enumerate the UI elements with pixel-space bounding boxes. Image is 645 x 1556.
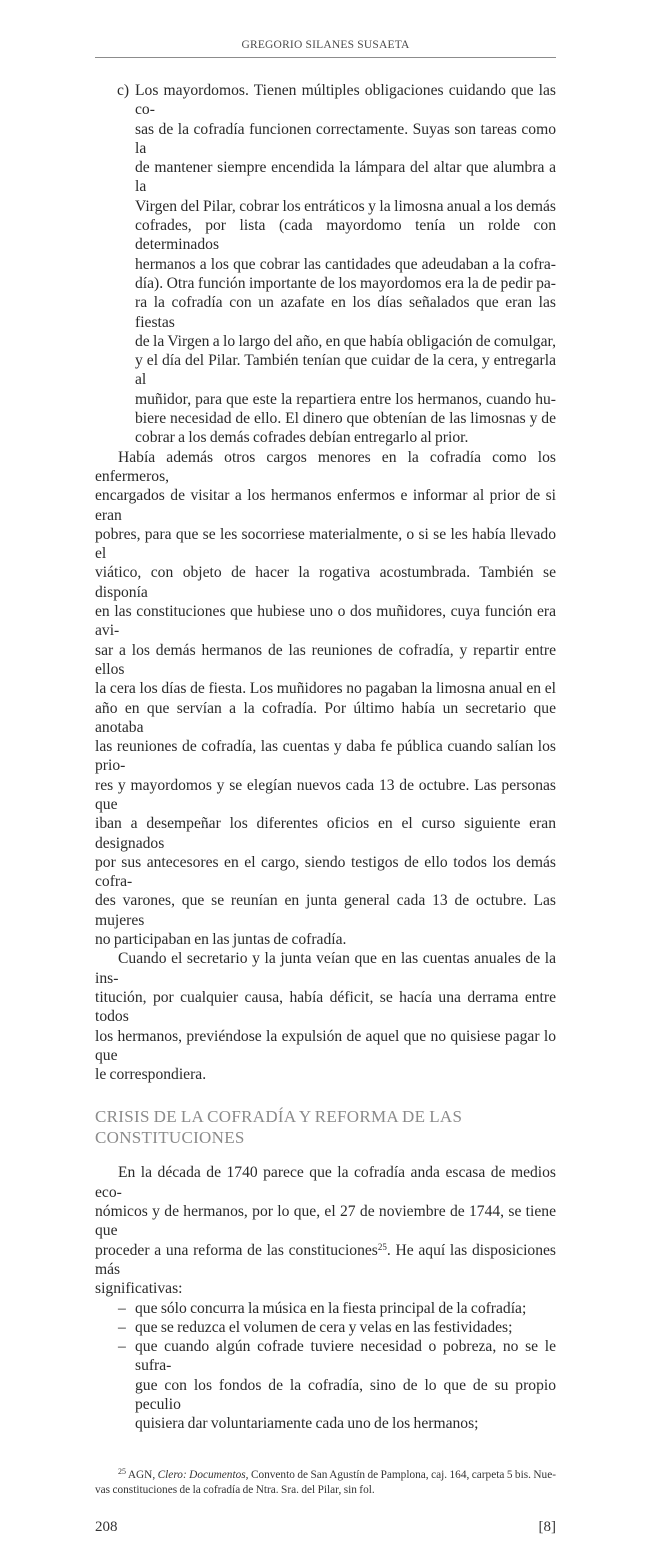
text-line: la cera los días de fiesta. Los muñidores no pagaban la limosna anual en el (95, 680, 556, 698)
text-line: iban a desempeñar los diferentes oficios en el curso siguiente eran designados (95, 815, 556, 852)
text-line: las reuniones de cofradía, las cuentas y daba fe pública cuando salían los prio- (95, 738, 556, 775)
footnote-number: 25 (118, 1466, 126, 1476)
header-rule (95, 57, 556, 58)
disposition-item (95, 1299, 556, 1318)
text-line (95, 1241, 556, 1280)
text-line: sas de la cofradía funcionen correctamente. Suyas son tareas como la (135, 120, 556, 157)
text-line: biere necesidad de ello. El dinero que obtenían de las limosnas y de (135, 410, 556, 428)
footnote-line: vas constituciones de la cofradía de Ntra. Sra. del Pilar, sin fol. (95, 1483, 375, 1496)
text-line: des varones, que se reunían en junta general cada 13 de octubre. Las mujeres (95, 892, 556, 929)
text-line: le correspondiera. (95, 1066, 207, 1084)
text-line: cobrar a los demás cofrades debían entregarlo al prior. (135, 429, 469, 447)
text-line: ra la cofradía con un azafate en los días señalados que eran las fiestas (135, 294, 556, 331)
page-footer (95, 1518, 556, 1536)
section-heading (95, 1106, 556, 1148)
paragraph-decada (95, 1163, 556, 1298)
dash-marker: – (118, 1338, 126, 1356)
text-line: sar a los demás hermanos de las reuniones de cofradía, y repartir entre ellos (95, 641, 556, 678)
text-line: titución, por cualquier causa, había déficit, se hacía una derrama entre todos (95, 988, 556, 1026)
text-line: muñidor, para que este la repartiera entre los hermanos, cuando hu- (135, 390, 556, 408)
disposition-item (95, 1337, 556, 1433)
footnote-title: Clero: Documentos, (157, 1468, 249, 1481)
text-segment: . He aquí las disposiciones más (95, 1241, 556, 1278)
text-line: res y mayordomos y se elegían nuevos cada 13 de octubre. Las personas que (95, 776, 556, 813)
dash-marker: – (118, 1299, 126, 1317)
disposition-item (95, 1318, 556, 1337)
text-line: en las constituciones que hubiese uno o dos muñidores, cuya función era avi- (95, 603, 556, 640)
text-line: hermanos a los que cobrar las cantidades que adeudaban a la cofra- (135, 255, 556, 273)
text-line: gue con los fondos de la cofradía, sino de lo que de su propio peculio (135, 1376, 556, 1413)
text-line: por sus antecesores en el cargo, siendo testigos de ello todos los demás cofra- (95, 853, 556, 891)
text-line: de la Virgen a lo largo del año, en que había obligación de comulgar, (135, 332, 556, 350)
text-line: que cuando algún cofrade tuviere necesidad o pobreza, no se le sufra- (135, 1338, 556, 1375)
footnote-reference[interactable]: 25 (377, 1241, 387, 1252)
text-line: de mantener siempre encendida la lámpara del altar que alumbra a la (135, 159, 556, 196)
text-line: día). Otra función importante de los mayordomos era la de pedir pa- (135, 274, 556, 292)
footnote-text: Convento de San Agustín de Pamplona, caj. 164, carpeta 5 bis. Nue- (250, 1468, 556, 1481)
list-marker: c) (117, 82, 130, 99)
paragraph-deficit (95, 949, 556, 1084)
section-heading-line: CRISIS DE LA COFRADÍA Y REFORMA DE LAS (95, 1107, 463, 1127)
paragraph-cargos (95, 448, 556, 950)
text-segment: proceder a una reforma de las constituciones (95, 1241, 378, 1259)
text-line: encargados de visitar a los hermanos enfermos e informar al prior de si eran (95, 487, 556, 524)
running-head: GREGORIO SILANES SUSAETA (241, 39, 410, 51)
text-line: En la década de 1740 parece que la cofradía anda escasa de medios eco- (95, 1164, 556, 1201)
text-line: pobres, para que se les socorriese materialmente, o si se les había llevado el (95, 525, 556, 563)
body-text (95, 81, 556, 1434)
signature-mark: [8] (538, 1518, 556, 1535)
text-line: Virgen del Pilar, cobrar los entráticos y la limosna anual a los demás (135, 197, 556, 215)
footnote (95, 1468, 556, 1498)
text-line: cofrades, por lista (cada mayordomo tenía un rolde con determinados (135, 217, 556, 254)
text-line: Los mayordomos. Tienen múltiples obligaciones cuidando que las co- (135, 82, 556, 119)
section-heading-line: CONSTITUCIONES (95, 1128, 245, 1148)
text-line: Cuando el secretario y la junta veían que en las cuentas anuales de la ins- (95, 950, 556, 987)
text-line: y el día del Pilar. También tenían que cuidar de la cera, y entregarla al (135, 352, 556, 389)
text-line: significativas: (95, 1280, 183, 1298)
page (95, 0, 556, 1556)
list-item-mayordomos (95, 81, 556, 448)
text-line: quisiera dar voluntariamente cada uno de los hermanos; (135, 1415, 479, 1433)
page-number: 208 (95, 1518, 118, 1535)
text-line: Había además otros cargos menores en la cofradía como los enfermeros, (95, 448, 556, 485)
text-line: que se reduzca el volumen de cera y velas en las festividades; (135, 1318, 513, 1336)
text-line: año en que servían a la cofradía. Por último había un secretario que anotaba (95, 699, 556, 736)
text-line: los hermanos, previéndose la expulsión de aquel que no quisiese pagar lo que (95, 1027, 556, 1064)
footnote-line (95, 1468, 556, 1483)
text-line: nómicos y de hermanos, por lo que, el 27 de noviembre de 1744, se tiene que (95, 1203, 556, 1240)
text-line: que sólo concurra la música en la fiesta principal de la cofradía; (135, 1299, 527, 1317)
dash-marker: – (118, 1318, 126, 1336)
text-line: no participaban en las juntas de cofradía. (95, 931, 347, 949)
text-line: viático, con objeto de hacer la rogativa acostumbrada. También se disponía (95, 564, 556, 601)
footnote-source: AGN, (127, 1468, 156, 1481)
